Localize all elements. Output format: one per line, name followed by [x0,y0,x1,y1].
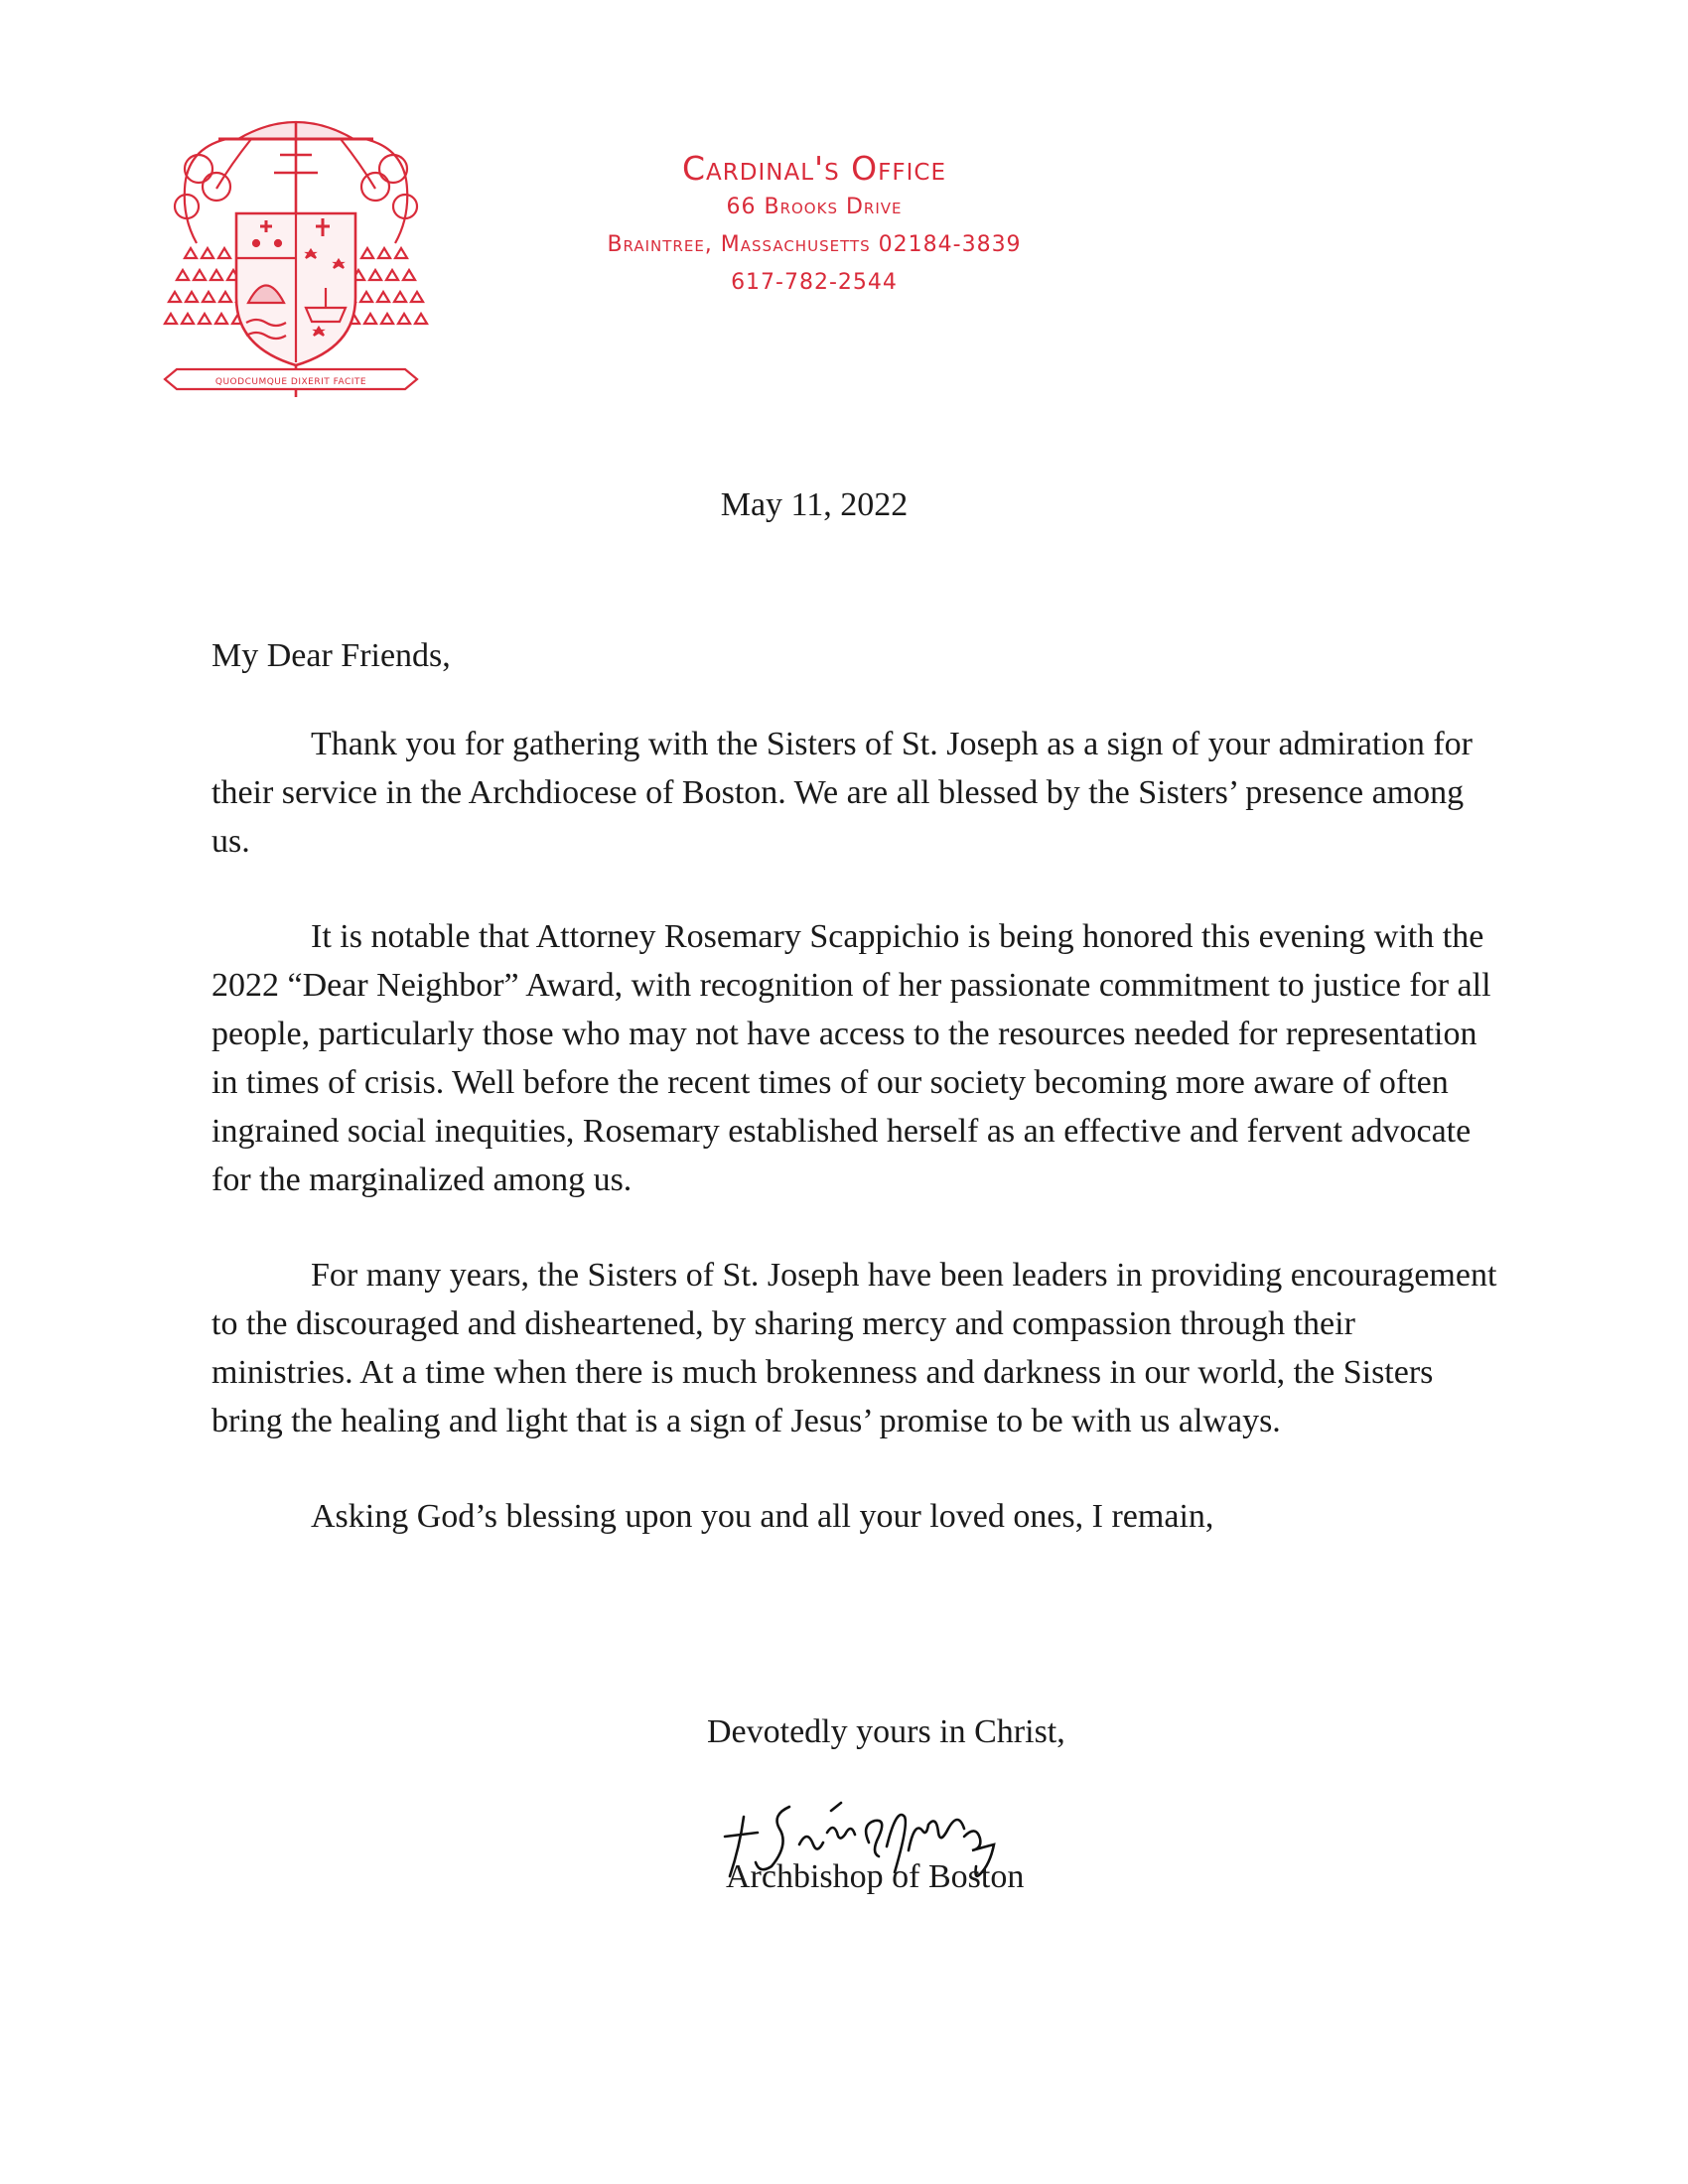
address-city: Braintree, Massachusetts 02184-3839 [607,232,1022,257]
letterhead [556,149,1072,302]
signer-title: Archbishop of Boston [726,1858,1025,1895]
coat-of-arms-seal [157,109,435,412]
paragraph-honoree: It is notable that Attorney Rosemary Scappichio is being honored this evening with the 2022 “Dear Neighbor” Award, with recognition of her passionate commitment to justice for all people, particularly those who may not have access to the resources needed for representation in times of crisis. Well before the recent times of our society becoming more aware of often ingrained social inequities, Rosemary established herself as an effective and fervent advocate for the marginalized among us. [211,918,1491,1198]
office-title: Cardinal's Office [682,149,946,188]
paragraph-thanks: Thank you for gathering with the Sisters of St. Joseph as a sign of your admiration for their service in the Archdiocese of Boston. We are all blessed by the Sisters’ presence among us. [211,726,1473,860]
salutation: My Dear Friends, [211,637,451,674]
closing: Devotedly yours in Christ, [707,1713,1065,1750]
office-phone: 617-782-2544 [731,270,898,295]
address-street: 66 Brooks Drive [726,195,903,219]
crest-motto: QUODCUMQUE DIXERIT FACITE [214,377,367,387]
letter-body [211,631,1502,1587]
paragraph-blessing: Asking God’s blessing upon you and all your loved ones, I remain, [311,1498,1214,1535]
letter-date: May 11, 2022 [720,486,909,523]
paragraph-sisters: For many years, the Sisters of St. Joseph have been leaders in providing encouragement to the discouraged and disheartened, by sharing mercy and compassion through their ministries. At a time when there is much brokenness and darkness in our world, the Sisters bring the healing and light that is a sign of Jesus’ promise to be with us always. [211,1257,1497,1439]
